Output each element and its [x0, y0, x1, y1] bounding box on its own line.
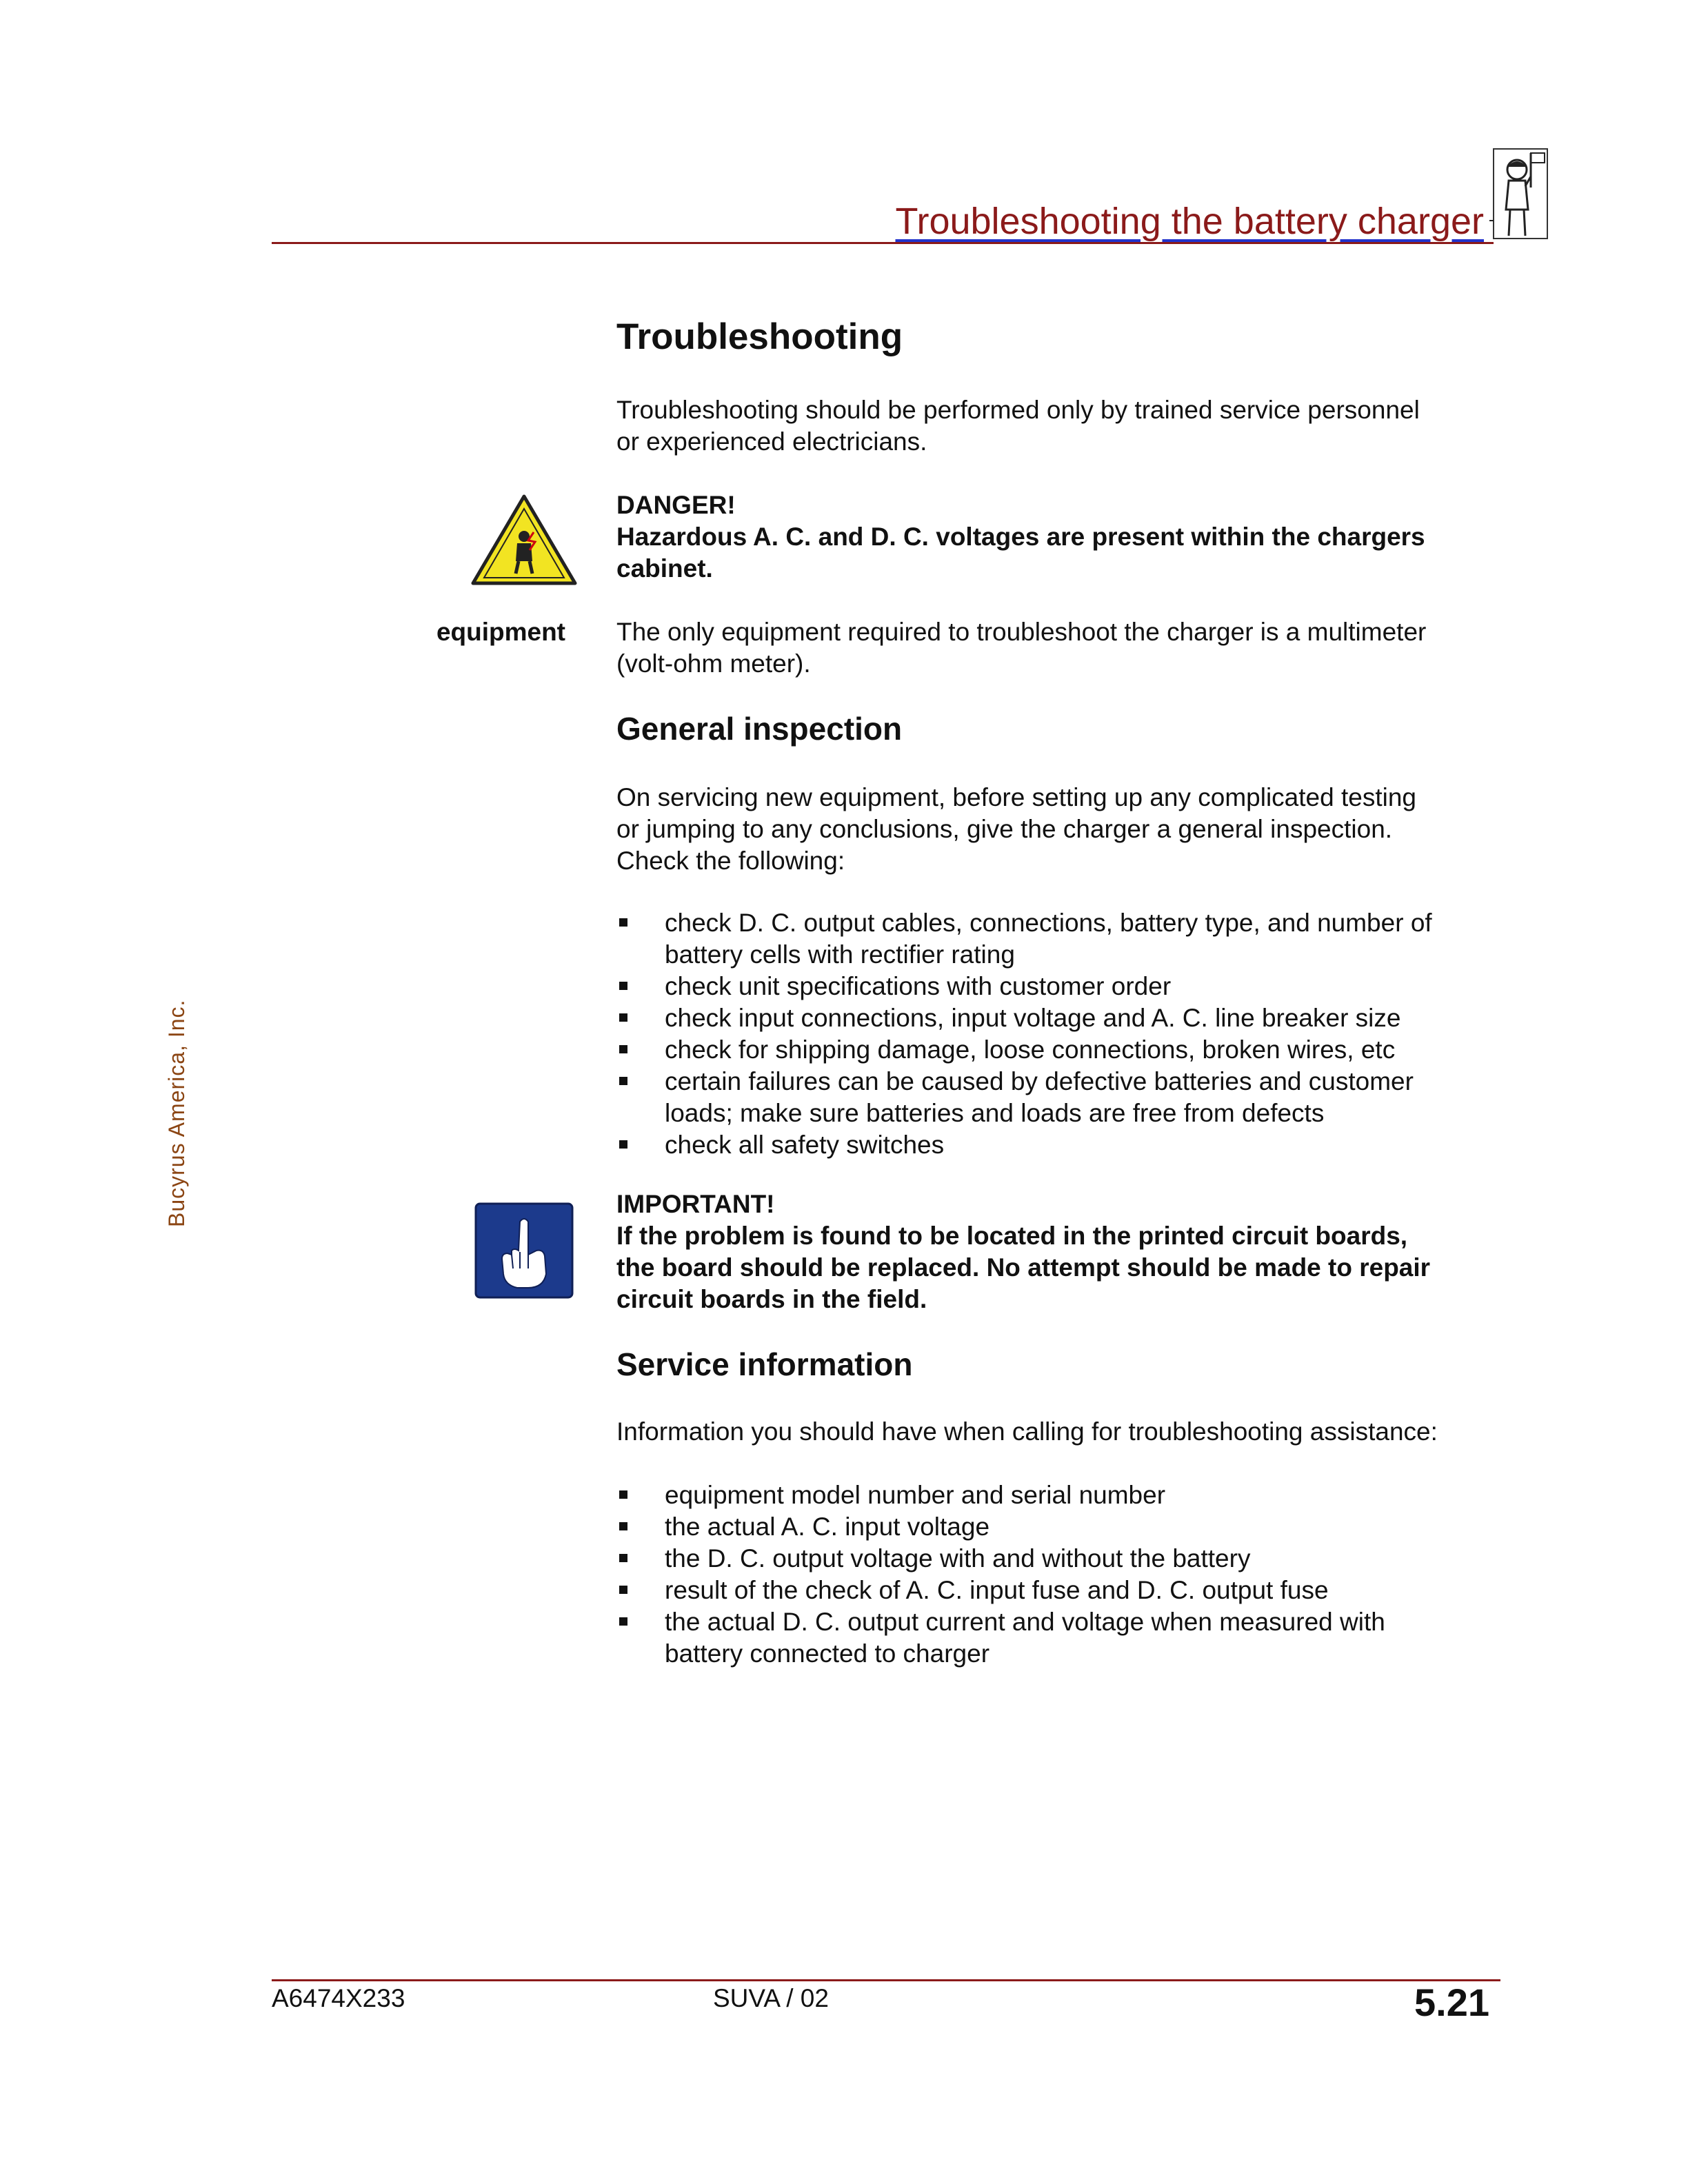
important-text-line: the board should be replaced. No attempt should be made to repair — [616, 1253, 1431, 1282]
list-item — [616, 1575, 1513, 1606]
list-item-text: equipment model number and serial number — [665, 1481, 1166, 1509]
list-item — [616, 1543, 1513, 1575]
important-text-line: circuit boards in the field. — [616, 1285, 927, 1313]
list-item-text: certain failures can be caused by defective batteries and customer — [665, 1067, 1414, 1095]
list-item-text: check input connections, input voltage and A. C. line breaker size — [665, 1004, 1401, 1032]
bullet-square-icon — [619, 1490, 627, 1499]
bullet-square-icon — [619, 1140, 627, 1149]
list-item-text: loads; make sure batteries and loads are free from defects — [665, 1099, 1325, 1127]
important-text-line: If the problem is found to be located in the printed circuit boards, — [616, 1222, 1408, 1250]
list-item — [616, 1002, 1513, 1034]
important-label: IMPORTANT! — [616, 1190, 775, 1218]
list-item — [616, 1034, 1513, 1066]
general-inspection-heading: General inspection — [616, 711, 903, 747]
bullet-square-icon — [619, 1522, 627, 1530]
list-item — [616, 907, 1513, 971]
list-item — [616, 1606, 1513, 1670]
page-header-title: Troubleshooting the battery charger — [895, 201, 1484, 242]
equipment-side-label: equipment — [436, 618, 565, 646]
list-item — [616, 1479, 1513, 1511]
list-item-text: the D. C. output voltage with and without the battery — [665, 1544, 1251, 1573]
danger-text-line: Hazardous A. C. and D. C. voltages are present within the chargers — [616, 523, 1425, 551]
general-inspection-list — [616, 907, 1513, 1161]
intro-line: Troubleshooting should be performed only by trained service personnel — [616, 396, 1420, 424]
bullet-square-icon — [619, 1013, 627, 1022]
si-intro-line: Information you should have when calling for troubleshooting assistance: — [616, 1417, 1438, 1446]
footer-document-code: A6474X233 — [272, 1984, 405, 2012]
electrical-hazard-warning-icon — [470, 494, 578, 586]
intro-paragraph — [616, 394, 1513, 458]
list-item-text: result of the check of A. C. input fuse and D. C. output fuse — [665, 1576, 1329, 1604]
service-information-heading: Service information — [616, 1346, 913, 1382]
list-item-text: check unit specifications with customer order — [665, 972, 1172, 1000]
bullet-square-icon — [619, 1045, 627, 1053]
list-item — [616, 1129, 1513, 1161]
worker-with-flag-icon — [1489, 146, 1550, 244]
bullet-square-icon — [619, 982, 627, 990]
danger-text-line: cabinet. — [616, 554, 713, 583]
bullet-square-icon — [619, 1617, 627, 1626]
service-information-intro — [616, 1416, 1513, 1448]
list-item-text: check for shipping damage, loose connections, broken wires, etc — [665, 1035, 1396, 1064]
section-title-block — [616, 316, 1513, 358]
intro-line: or experienced electricians. — [616, 427, 927, 456]
bullet-square-icon — [619, 1077, 627, 1085]
list-item — [616, 971, 1513, 1002]
equipment-line: (volt-ohm meter). — [616, 649, 811, 678]
bullet-square-icon — [619, 1586, 627, 1594]
gi-intro-line: On servicing new equipment, before setting up any complicated testing — [616, 783, 1416, 811]
important-notice — [616, 1189, 1513, 1315]
list-item-text: battery connected to charger — [665, 1639, 990, 1668]
bullet-square-icon — [619, 918, 627, 927]
bullet-square-icon — [619, 1554, 627, 1562]
general-inspection-heading-block — [616, 710, 1513, 747]
danger-label: DANGER! — [616, 491, 736, 519]
service-information-list — [616, 1479, 1513, 1670]
list-item-text: check all safety switches — [665, 1131, 945, 1159]
header-rule — [272, 242, 1494, 244]
list-item-text: check D. C. output cables, connections, battery type, and number of — [665, 909, 1432, 937]
side-company-text: Bucyrus America, Inc. — [164, 999, 189, 1227]
footer-revision: SUVA / 02 — [713, 1984, 829, 2012]
gi-intro-line: Check the following: — [616, 847, 845, 875]
section-title: Troubleshooting — [616, 316, 903, 357]
list-item — [616, 1511, 1513, 1543]
service-information-heading-block — [616, 1346, 1513, 1383]
list-item-text: the actual A. C. input voltage — [665, 1513, 990, 1541]
gi-intro-line: or jumping to any conclusions, give the charger a general inspection. — [616, 815, 1393, 843]
pointing-finger-icon — [474, 1202, 574, 1299]
list-item — [616, 1066, 1513, 1129]
danger-notice — [616, 489, 1513, 585]
list-item-text: the actual D. C. output current and voltage when measured with — [665, 1608, 1385, 1636]
footer-rule — [272, 1979, 1500, 1981]
equipment-line: The only equipment required to troubleshoot the charger is a multimeter — [616, 618, 1427, 646]
list-item-text: battery cells with rectifier rating — [665, 940, 1015, 969]
page-number: 5.21 — [1414, 1981, 1489, 2024]
equipment-paragraph — [616, 616, 1513, 680]
general-inspection-intro — [616, 782, 1513, 877]
